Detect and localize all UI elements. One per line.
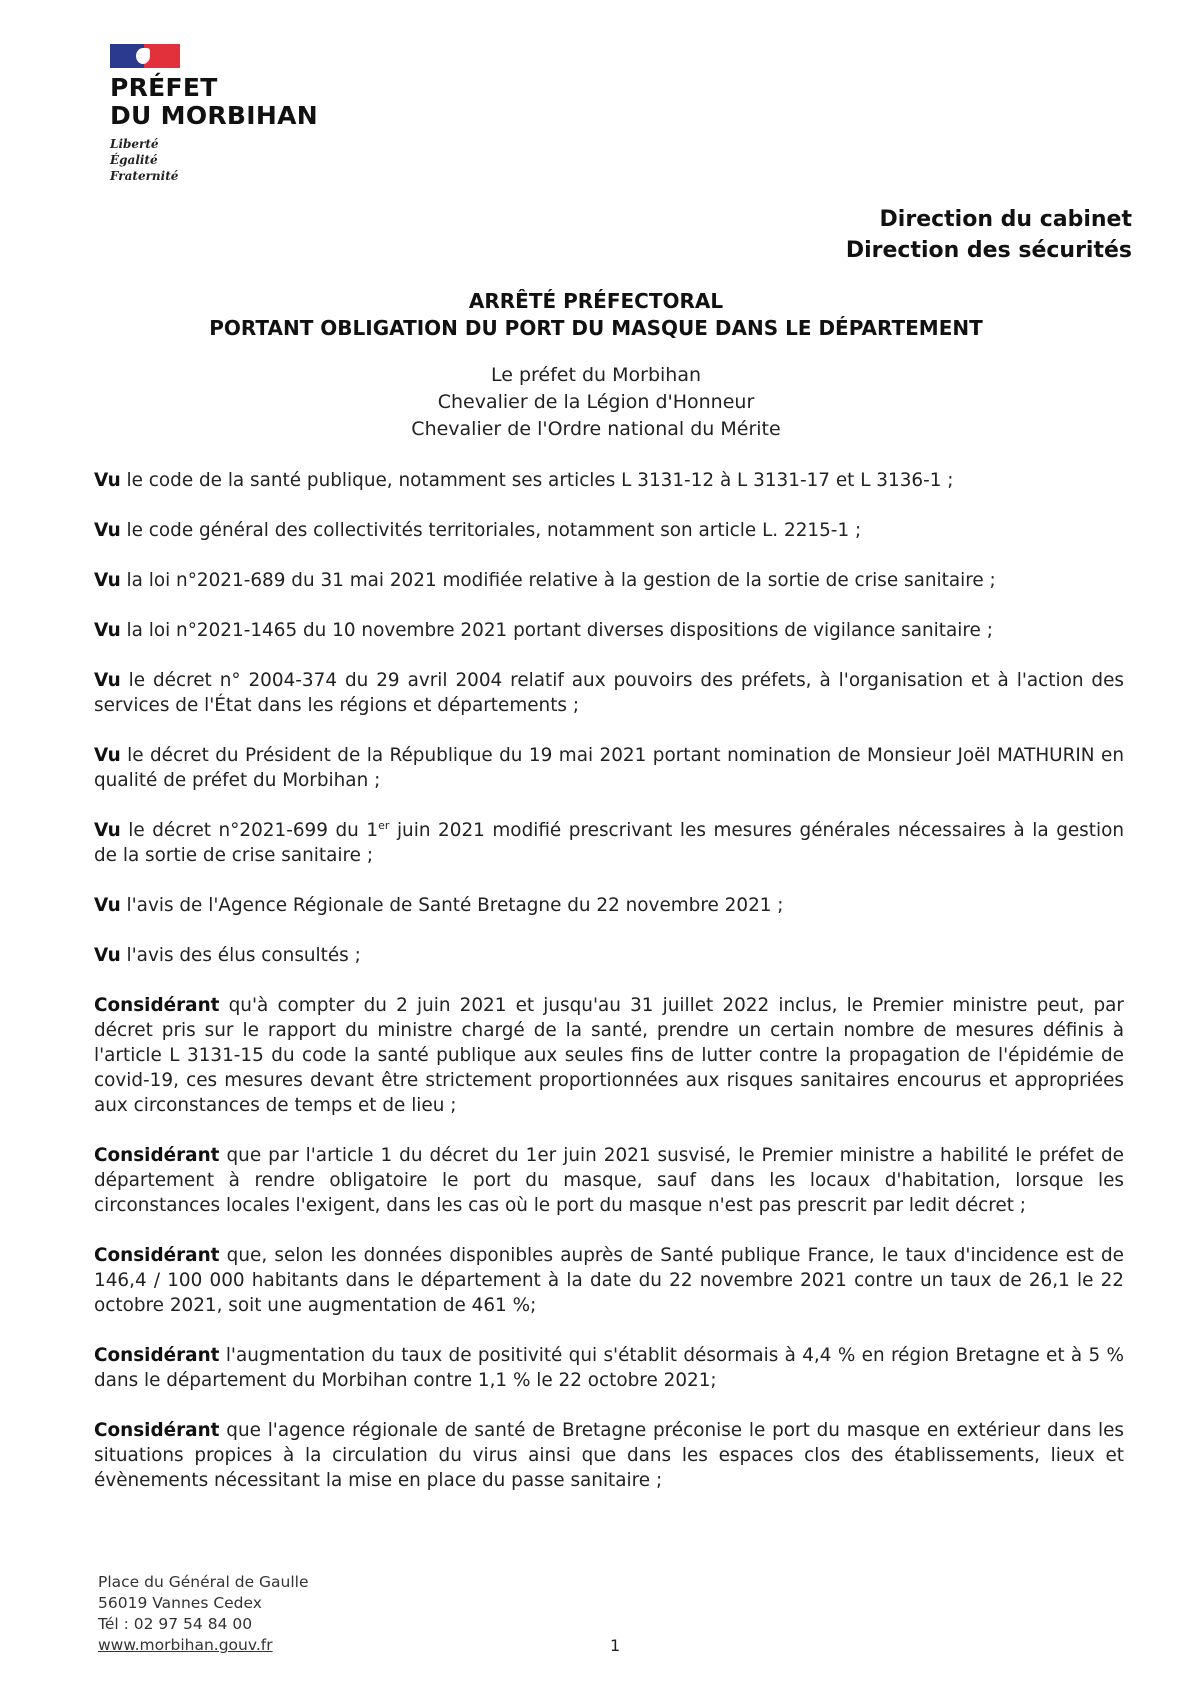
arrete-title-line1: ARRÊTÉ PRÉFECTORAL [468, 289, 724, 313]
visa-paragraph [94, 943, 1124, 968]
considerant-lead: Considérant [94, 1345, 220, 1366]
prefet-title-line1: PRÉFET [110, 73, 218, 102]
considerant-paragraph [94, 1243, 1124, 1318]
visa-text: le décret du Président de la République du 19 mai 2021 portant nomination de Monsieur Joël MATHURIN en qualité de préfet du Morbihan ; [94, 745, 1124, 791]
prefet-title-line2: DU MORBIHAN [110, 101, 318, 130]
considerant-paragraph [94, 993, 1124, 1118]
arrete-body [94, 468, 1124, 1518]
prefet-name-line: Le préfet du Morbihan [490, 364, 702, 386]
considerant-lead: Considérant [94, 1245, 220, 1266]
visa-lead: Vu [94, 520, 121, 541]
direction-block [846, 204, 1132, 266]
visa-paragraph [94, 893, 1124, 918]
considerant-lead: Considérant [94, 1145, 220, 1166]
footer-website-link[interactable]: www.morbihan.gouv.fr [98, 1636, 273, 1654]
visa-lead: Vu [94, 470, 121, 491]
flag-blue-band [110, 44, 144, 68]
visa-text: le décret n°2021-699 du 1 [120, 820, 379, 841]
considerant-paragraph [94, 1343, 1124, 1393]
considerant-text: l'augmentation du taux de positivité qui s'établit désormais à 4,4 % en région Bretagne et à 5 % dans le département du Morbihan contre 1,1 % le 22 octobre 2021; [94, 1345, 1124, 1391]
page-number: 1 [610, 1636, 621, 1655]
visa-text: la loi n°2021-1465 du 10 novembre 2021 portant diverses dispositions de vigilance sanitaire ; [120, 620, 993, 641]
republic-motto [110, 136, 370, 184]
visa-lead: Vu [94, 745, 121, 766]
visa-superscript: er [378, 818, 390, 832]
prefet-honor-line2: Chevalier de l'Ordre national du Mérite [411, 418, 781, 440]
visa-paragraph [94, 568, 1124, 593]
visa-lead: Vu [94, 670, 121, 691]
visa-paragraph [94, 618, 1124, 643]
visa-paragraph [94, 518, 1124, 543]
arrete-title [0, 288, 1192, 342]
visa-paragraph [94, 818, 1124, 868]
visa-lead: Vu [94, 620, 121, 641]
prefet-qualite [0, 362, 1192, 443]
considerant-text: qu'à compter du 2 juin 2021 et jusqu'au 31 juillet 2022 inclus, le Premier ministre peut, par décret pris sur le rapport du ministre chargé de la santé, prendre un certain nombre de mesures définis à l'article L 3131-15 du code la santé publique aux seules fins de lutter contre la propagation de l'épidémie de covid-19, ces mesures devant être strictement proportionnées aux risques sanitaires encourus et appropriées aux circonstances de temps et de lieu ; [94, 995, 1124, 1116]
visa-lead: Vu [94, 570, 121, 591]
visa-text: l'avis des élus consultés ; [120, 945, 361, 966]
footer-address-line1: Place du Général de Gaulle [98, 1573, 309, 1591]
visa-paragraph [94, 743, 1124, 793]
visa-lead: Vu [94, 895, 121, 916]
considerant-paragraph [94, 1143, 1124, 1218]
visa-text: l'avis de l'Agence Régionale de Santé Bretagne du 22 novembre 2021 ; [120, 895, 784, 916]
prefecture-logo [110, 44, 370, 184]
prefet-title [110, 74, 370, 130]
considerant-lead: Considérant [94, 995, 220, 1016]
footer-phone: Tél : 02 97 54 84 00 [98, 1615, 253, 1633]
footer-address-line2: 56019 Vannes Cedex [98, 1594, 262, 1612]
visa-lead: Vu [94, 945, 121, 966]
direction-securites: Direction des sécurités [845, 238, 1132, 263]
considerant-text: que, selon les données disponibles auprès de Santé publique France, le taux d'incidence est de 146,4 / 100 000 habitants dans le département à la date du 22 novembre 2021 contre un taux de 26,1 le 22 octobre 2021, soit une augmentation de 461 %; [94, 1245, 1124, 1316]
visa-text: le code de la santé publique, notamment ses articles L 3131-12 à L 3131-17 et L 3136-1 ; [120, 470, 954, 491]
marianne-flag-icon [110, 44, 180, 68]
visa-text: le code général des collectivités territoriales, notamment son article L. 2215-1 ; [120, 520, 862, 541]
motto-liberte: Liberté [110, 137, 159, 151]
visa-lead: Vu [94, 820, 121, 841]
direction-cabinet: Direction du cabinet [879, 207, 1132, 232]
arrete-title-line2: PORTANT OBLIGATION DU PORT DU MASQUE DANS LE DÉPARTEMENT [209, 316, 983, 340]
considerant-paragraph [94, 1418, 1124, 1493]
prefet-honor-line1: Chevalier de la Légion d'Honneur [437, 391, 755, 413]
considerant-text: que l'agence régionale de santé de Bretagne préconise le port du masque en extérieur dans les situations propices à la circulation du virus ainsi que dans les espaces clos des établissements, lieux et évènements nécessitant la mise en place du passe sanitaire ; [94, 1420, 1124, 1491]
visa-paragraph [94, 468, 1124, 493]
footer-address [98, 1572, 309, 1656]
considerant-text: que par l'article 1 du décret du 1er juin 2021 susvisé, le Premier ministre a habilité le préfet de département à rendre obligatoire le port du masque, sauf dans les locaux d'habitation, lorsque les circonstances locales l'exigent, dans les cas où le port du masque n'est pas prescrit par ledit décret ; [94, 1145, 1124, 1216]
considerant-lead: Considérant [94, 1420, 220, 1441]
visa-text: la loi n°2021-689 du 31 mai 2021 modifiée relative à la gestion de la sortie de crise sanitaire ; [120, 570, 996, 591]
visa-paragraph [94, 668, 1124, 718]
visa-text: le décret n° 2004-374 du 29 avril 2004 relatif aux pouvoirs des préfets, à l'organisation et à l'action des services de l'État dans les régions et départements ; [94, 670, 1124, 716]
motto-fraternite: Fraternité [110, 169, 179, 183]
motto-egalite: Égalité [110, 153, 158, 167]
visa-text: juin 2021 modifié prescrivant les mesures générales nécessaires à la gestion de la sortie de crise sanitaire ; [94, 820, 1124, 866]
